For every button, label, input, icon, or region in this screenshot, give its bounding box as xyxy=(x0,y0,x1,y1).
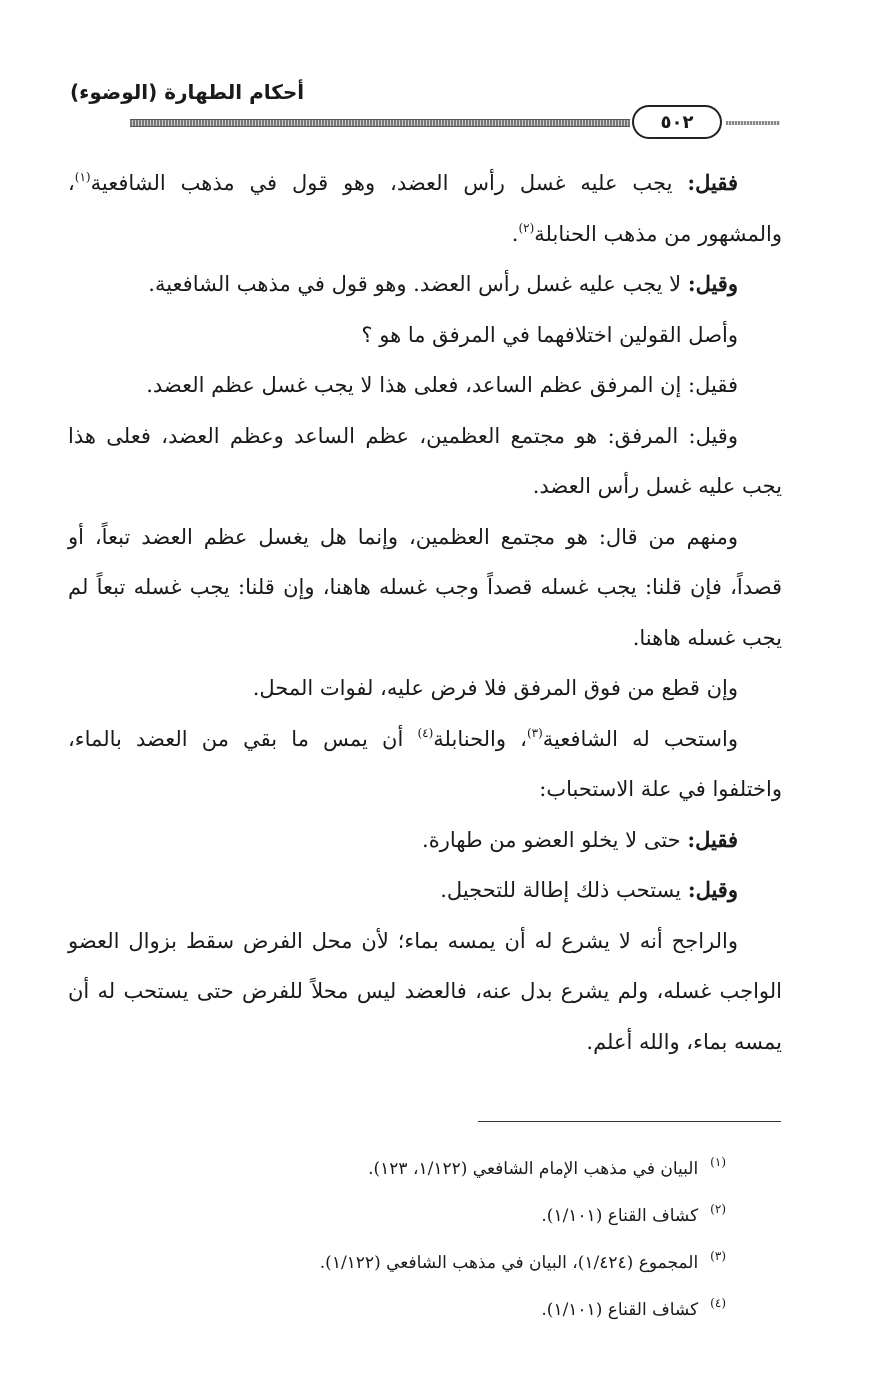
keyword: فقيل: xyxy=(687,826,738,852)
paragraph-5: وقيل: المرفق: هو مجتمع العظمين، عظم الساعد وعظم العضد، فعلى هذا يجب عليه غسل رأس العضد. xyxy=(68,423,782,498)
paragraph-4: فقيل: إن المرفق عظم الساعد، فعلى هذا لا يجب غسل عظم العضد. xyxy=(146,373,738,397)
paragraph-6: ومنهم من قال: هو مجتمع العظمين، وإنما هل يغسل عظم العضد تبعاً، أو قصداً، فإن قلنا: يجب غسله قصداً وجب غسله هاهنا، وإن قلنا: يجب غسله تبعاً لم يجب غسله هاهنا. xyxy=(68,524,782,650)
footnote-ref: (٤) xyxy=(417,725,434,740)
header-rule xyxy=(130,119,630,127)
paragraph-1: فقيل: يجب عليه غسل رأس العضد، وهو قول في مذهب الشافعية$^{(١)}$، والمشهور من مذهب الحنابلة$^{(٢)}$. xyxy=(68,170,782,246)
running-header-title: أحكام الطهارة (الوضوء) xyxy=(70,80,305,104)
footnote-1: $^{(١)}$البيان في مذهب الإمام الشافعي (١/١٢٢، ١٢٣). xyxy=(368,1155,726,1179)
keyword: فقيل: xyxy=(687,170,738,195)
footnotes xyxy=(68,1146,726,1334)
footnote-3: $^{(٣)}$المجموع (١/٤٢٤)، البيان في مذهب الشافعي (١/١٢٢). xyxy=(319,1249,726,1273)
footnote-ref: (٣) xyxy=(526,725,543,740)
paragraph-3: وأصل القولين اختلافهما في المرفق ما هو ؟ xyxy=(361,322,738,347)
main-text xyxy=(68,158,782,1067)
header-rule-right xyxy=(726,121,780,125)
footnote-ref: (١) xyxy=(74,170,91,184)
page-number: ٥٠٢ xyxy=(632,105,722,139)
paragraph-7: وإن قطع من فوق المرفق فلا فرض عليه، لفوات المحل. xyxy=(252,676,738,700)
keyword: وقيل: xyxy=(687,271,738,296)
keyword: وقيل: xyxy=(687,877,738,902)
footnote-separator xyxy=(478,1121,781,1122)
paragraph-10: وقيل: يستحب ذلك إطالة للتحجيل. xyxy=(440,877,738,902)
footnote-4: $^{(٤)}$كشاف القناع (١/١٠١). xyxy=(541,1296,726,1320)
paragraph-8: واستحب له الشافعية$^{(٣)}$، والحنابلة$^{(٤)}$ أن يمس ما بقي من العضد بالماء، واختلفوا في علة الاستحباب: xyxy=(68,725,782,801)
footnote-2: $^{(٢)}$كشاف القناع (١/١٠١). xyxy=(541,1202,726,1226)
paragraph-11: والراجح أنه لا يشرع له أن يمسه بماء؛ لأن محل الفرض سقط بزوال العضو الواجب غسله، ولم يشرع بدل عنه، فالعضد ليس محلاً للفرض حتى يستحب له أن يمسه بماء، والله أعلم. xyxy=(68,928,782,1054)
paragraph-9: فقيل: حتى لا يخلو العضو من طهارة. xyxy=(422,826,738,852)
footnote-ref: (٢) xyxy=(518,220,535,235)
paragraph-2: وقيل: لا يجب عليه غسل رأس العضد. وهو قول في مذهب الشافعية. xyxy=(148,271,738,296)
